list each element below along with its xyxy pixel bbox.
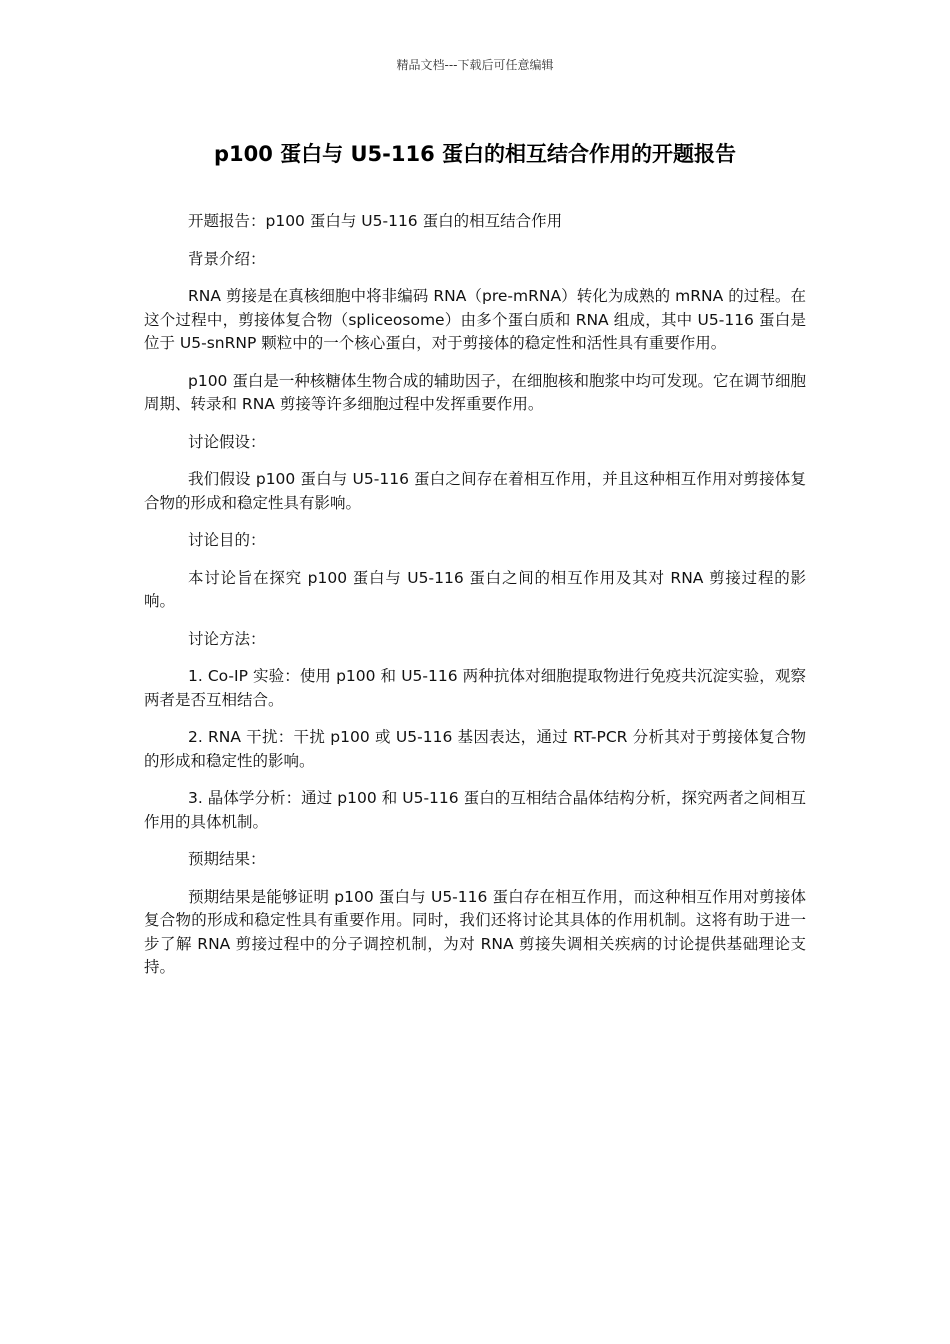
body-paragraph: 我们假设 p100 蛋白与 U5-116 蛋白之间存在着相互作用，并且这种相互作用对剪接体复合物的形成和稳定性具有影响。 bbox=[144, 470, 806, 512]
section-heading-purpose: 讨论目的： bbox=[188, 531, 266, 549]
page-header: 精品文档---下载后可任意编辑 bbox=[396, 58, 554, 72]
body-paragraph: 本讨论旨在探究 p100 蛋白与 U5-116 蛋白之间的相互作用及其对 RNA 剪接过程的影响。 bbox=[144, 568, 806, 610]
section-heading-methods: 讨论方法： bbox=[188, 629, 266, 648]
section-heading-expected-results: 预期结果： bbox=[188, 850, 266, 868]
section-heading-hypothesis: 讨论假设： bbox=[188, 432, 266, 451]
body-paragraph: RNA 剪接是在真核细胞中将非编码 RNA（pre-mRNA）转化为成熟的 mRNA 的过程。在这个过程中，剪接体复合物（spliceosome）由多个蛋白质和 RNA 组成，其中 U5-116 蛋白是位于 U5-snRNP 颗粒中的一个核心蛋白，对于剪接体的稳定性和活性具有重要作用。 bbox=[144, 287, 806, 352]
method-item: 1. Co-IP 实验：使用 p100 和 U5-116 两种抗体对细胞提取物进行免疫共沉淀实验，观察两者是否互相结合。 bbox=[144, 667, 806, 709]
document-title: p100 蛋白与 U5-116 蛋白的相互结合作用的开题报告 bbox=[213, 142, 736, 166]
intro-line: 开题报告：p100 蛋白与 U5-116 蛋白的相互结合作用 bbox=[188, 212, 563, 230]
method-item: 2. RNA 干扰：干扰 p100 或 U5-116 基因表达，通过 RT-PCR 分析其对于剪接体复合物的形成和稳定性的影响。 bbox=[144, 728, 806, 770]
body-paragraph: 预期结果是能够证明 p100 蛋白与 U5-116 蛋白存在相互作用，而这种相互作用对剪接体复合物的形成和稳定性具有重要作用。同时，我们还将讨论其具体的作用机制。这将有助于进一步了解 RNA 剪接过程中的分子调控机制，为对 RNA 剪接失调相关疾病的讨论提供基础理论支持。 bbox=[144, 887, 806, 976]
section-heading-background: 背景介绍： bbox=[188, 249, 266, 268]
method-item: 3. 晶体学分析：通过 p100 和 U5-116 蛋白的互相结合晶体结构分析，探究两者之间相互作用的具体机制。 bbox=[144, 789, 806, 831]
body-paragraph: p100 蛋白是一种核糖体生物合成的辅助因子，在细胞核和胞浆中均可发现。它在调节细胞周期、转录和 RNA 剪接等许多细胞过程中发挥重要作用。 bbox=[144, 371, 806, 413]
document-body bbox=[144, 210, 806, 994]
